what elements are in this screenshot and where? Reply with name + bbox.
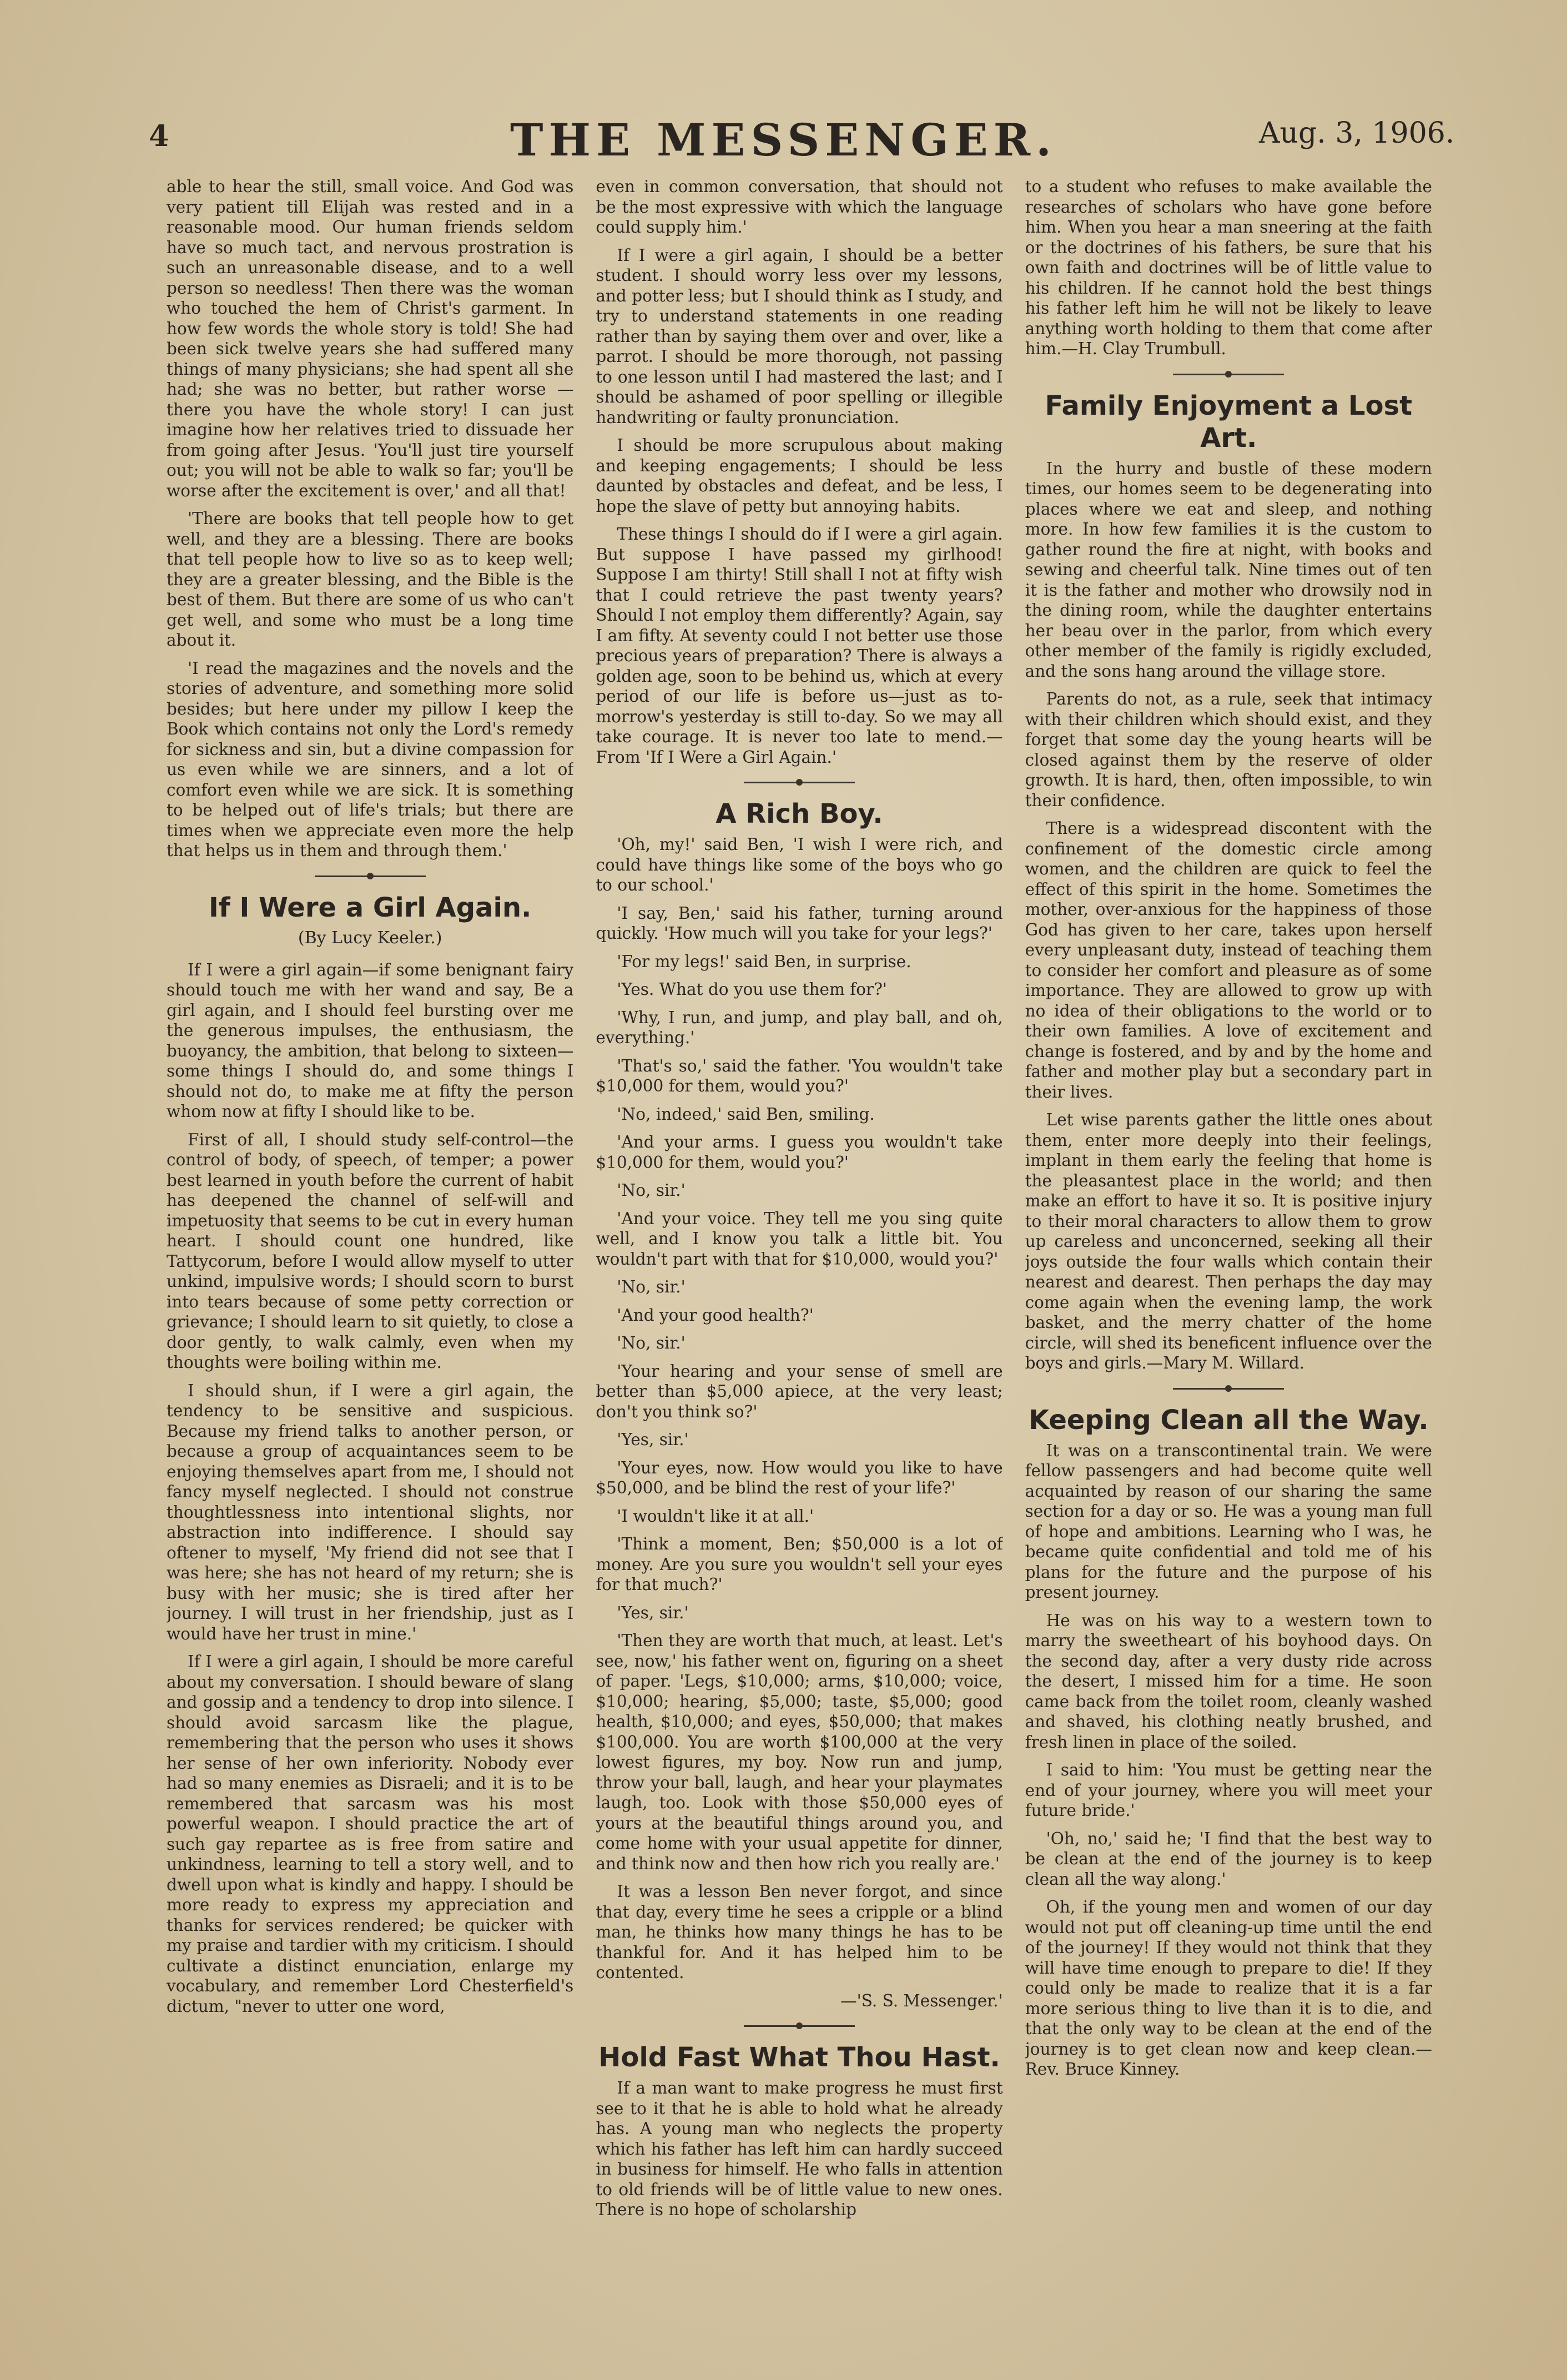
paragraph: Parents do not, as a rule, seek that intimacy with their children which should exist, and they forget that some day the young hearts will be closed against them by the reserve of older growth. It is hard, then, often impossible, to win their confidence. — [1025, 690, 1432, 810]
section-divider — [1173, 1388, 1284, 1390]
paragraph: able to hear the still, small voice. And God was very patient till Elijah was rested and in a reasonable mood. Our human friends seldom have so much tact, and nervous prostration is such an unreasonable disease, and to a well person so needless! Then there was the woman who touched the hem of Christ's garment. In how few words the whole story is told! She had been sick twelve years she had suffered many things of many physicians; she had spent all she had; she was no better, but rather worse — there you have the whole story! I can just imagine how her relatives tried to dissuade her from going after Jesus. 'You'll just tire yourself out; you will not be able to walk so far; you'll be worse after the excitement is over,' and all that! — [167, 177, 574, 500]
paragraph: 'Yes. What do you use them for?' — [617, 980, 888, 999]
paragraph: I said to him: 'You must be getting near the end of your journey, where you will meet your future bride.' — [1025, 1760, 1432, 1820]
paragraph: 'For my legs!' said Ben, in surprise. — [617, 952, 911, 971]
paragraph: 'And your arms. I guess you wouldn't take $10,000 for them, would you?' — [596, 1133, 1003, 1172]
page-number: 4 — [149, 119, 169, 153]
paragraph: He was on his way to a western town to marry the sweetheart of his boyhood days. On the second day, after a very dusty ride across the desert, I missed him for a time. He soon came back from the toilet room, cleanly washed and shaved, his clothing neatly brushed, and fresh linen in place of the soiled. — [1025, 1611, 1432, 1752]
article-source: —'S. S. Messenger.' — [840, 1991, 1003, 2010]
paragraph: 'And your voice. They tell me you sing quite well, and I know you talk a little bit. You wouldn't part with that for $10,000, would you?' — [596, 1209, 1003, 1269]
masthead-title: THE MESSENGER. — [510, 114, 1057, 166]
paragraph: 'No, sir.' — [617, 1181, 686, 1200]
issue-date: Aug. 3, 1906. — [1259, 117, 1455, 150]
paragraph: 'There are books that tell people how to get well, and they are a blessing. There are books that tell people how to live so as to keep well; they are a greater blessing, and the Bible is the best of them. But there are some of us who can't get well, and some who must be a long time about it. — [167, 509, 574, 650]
paragraph: even in common conversation, that should not be the most expressive with which the language could supply him.' — [596, 177, 1003, 237]
section-divider — [744, 2025, 855, 2027]
article-title: If I Were a Girl Again. — [209, 892, 532, 923]
paragraph: 'Oh, no,' said he; 'I find that the best way to be clean at the end of the journey is to keep clean all the way along.' — [1025, 1829, 1432, 1889]
paragraph: I should be more scrupulous about making and keeping engagements; I should be less daunted by obstacles and defeat, and be less, I hope the slave of petty but annoying habits. — [596, 436, 1003, 516]
paragraph: There is a widespread discontent with the confinement of the domestic circle among women, and the children are quick to feel the effect of this spirit in the home. Sometimes the mother, over-anxious for the happiness of those God has given to her care, takes upon herself every unpleasant duty, instead of teaching them to consider her comfort and pleasure as of some importance. They are allowed to grow up with no idea of their obligations to the world or to their own families. A love of excitement and change is fostered, and by and by the home and father and mother play but a secondary part in their lives. — [1025, 819, 1432, 1101]
paragraph: 'Yes, sir.' — [617, 1430, 689, 1449]
paragraph: If I were a girl again, I should be more careful about my conversation. I should beware of slang and gossip and a tendency to drop into silence. I should avoid sarcasm like the plague, remembering that the person who uses it shows her sense of her own inferiority. Nobody ever had so many enemies as Disraeli; and it is to be remembered that sarcasm was his most powerful weapon. I should practice the art of such gay repartee as is free from satire and unkindness, learning to tell a story well, and to dwell upon what is kindly and happy. I should be more ready to express my appreciation and thanks for services rendered; be quicker with my praise and tardier with my criticism. I should cultivate a distinct enunciation, enlarge my vocabulary, and remember Lord Chesterfield's dictum, "never to utter one word, — [167, 1652, 574, 2016]
paragraph: 'No, sir.' — [617, 1277, 686, 1296]
paragraph: These things I should do if I were a girl again. But suppose I have passed my girlhood! Suppose I am thirty! Still shall I not at fifty wish that I could retrieve the past twenty years? Should I not employ them differently? Again, say I am fifty. At seventy could I not better use those precious years of preparation? There is always a golden age, soon to be behind us, which at every period of our life is before us—just as to-morrow's yesterday is still to-day. So we may all take courage. It is never too late to mend.—From 'If I Were a Girl Again.' — [596, 525, 1003, 767]
paragraph: to a student who refuses to make available the researches of scholars who have gone before him. When you hear a man sneering at the faith or the doctrines of his fathers, be sure that his own faith and doctrines will be of little value to his children. If he cannot hold the best things his father left him he will not be likely to leave anything worth holding to them that come after him.—H. Clay Trumbull. — [1025, 177, 1432, 358]
column-3 — [1025, 177, 1432, 2286]
paragraph: 'No, sir.' — [617, 1334, 686, 1352]
paragraph: 'And your good health?' — [617, 1305, 814, 1325]
paragraph: If I were a girl again, I should be a better student. I should worry less over my lessons, and potter less; but I should think as I study, and try to understand statements in one reading rather than by saying them over and over, like a parrot. I should be more thorough, not passing to one lesson until I had mastered the last; and I should be ashamed of poor spelling or illegible handwriting or faulty pronunciation. — [596, 245, 1003, 427]
paragraph: It was on a transcontinental train. We were fellow passengers and had become quite well acquainted by reason of our sharing the same section for a day or so. He was a young man full of hope and ambitions. Learning who I was, he became quite confidential and told me of his plans for the future and the purpose of his present journey. — [1025, 1441, 1432, 1602]
paragraph: Let wise parents gather the little ones about them, enter more deeply into their feelings, implant in them early the feeling that home is the pleasantest place in the world; and then make an effort to have it so. It is positive injury to their moral characters to allow them to grow up careless and unconcerned, seeking all their joys outside the four walls which contain their nearest and dearest. Then perhaps the day may come again when the evening lamp, the work basket, and the merry chatter of the home circle, will shed its beneficent influence over the boys and girls.—Mary M. Willard. — [1025, 1110, 1432, 1372]
section-divider — [744, 782, 855, 783]
paragraph: 'No, indeed,' said Ben, smiling. — [617, 1104, 875, 1124]
paragraph: 'Think a moment, Ben; $50,000 is a lot of money. Are you sure you wouldn't sell your eyes for that much?' — [596, 1534, 1003, 1594]
paragraph: In the hurry and bustle of these modern times, our homes seem to be degenerating into places where we eat and sleep, and nothing more. In how few families it is the custom to gather round the fire at night, with books and sewing and cheerful talk. Nine times out of ten it is the father and mother who drowsily nod in the dining room, while the daughter entertains her beau over in the parlor, from which every other member of the family is rigidly excluded, and the sons hang around the village store. — [1025, 459, 1432, 681]
column-2 — [596, 177, 1002, 2286]
article-columns — [167, 177, 1432, 2286]
paragraph: Oh, if the young men and women of our day would not put off cleaning-up time until the end of the journey! If they would not think that they will have time enough to prepare to die! If they could only be made to realize that it is a far more serious thing to live than it is to die, and that the only way to be clean at the end of the journey is to get clean now and keep clean.—Rev. Bruce Kinney. — [1025, 1898, 1432, 2079]
paragraph: 'That's so,' said the father. 'You wouldn't take $10,000 for them, would you?' — [596, 1056, 1003, 1095]
paragraph: If I were a girl again—if some benignant fairy should touch me with her wand and say, Be a girl again, and I should feel bursting over me the generous impulses, the enthusiasm, the buoyancy, the ambition, that belong to sixteen—some things I should do, and some things I should not do, to make me at fifty the person whom now at fifty I should like to be. — [167, 960, 574, 1121]
column-1 — [167, 177, 573, 2286]
article-title: A Rich Boy. — [716, 798, 883, 829]
section-divider — [1173, 374, 1284, 375]
paragraph: If a man want to make progress he must first see to it that he is able to hold what he already has. A young man who neglects the property which his father has left him can hardly succeed in business for himself. He who falls in attention to old friends will be of little value to new ones. There is no hope of scholarship — [596, 2079, 1003, 2219]
section-divider — [315, 875, 426, 877]
paragraph: 'Your hearing and your sense of smell are better than $5,000 apiece, at the very least; don't you think so?' — [596, 1361, 1003, 1421]
paragraph: 'Your eyes, now. How would you like to have $50,000, and be blind the rest of your life?' — [596, 1458, 1003, 1497]
paragraph: 'I read the magazines and the novels and the stories of adventure, and something more solid besides; but here under my pillow I keep the Book which contains not only the Lord's remedy for sickness and sin, but a divine compassion for us even while we are sinners, and a lot of comfort even while we are sick. It is something to be helped out of life's trials; but there are times when we appreciate even more the help that helps us in them and through them.' — [167, 658, 574, 860]
paragraph: 'Why, I run, and jump, and play ball, and oh, everything.' — [596, 1008, 1003, 1047]
paragraph: 'Oh, my!' said Ben, 'I wish I were rich, and could have things like some of the boys who go to our school.' — [596, 835, 1003, 894]
article-title: Family Enjoyment a Lost Art. — [1045, 390, 1413, 454]
article-byline: (By Lucy Keeler.) — [298, 928, 442, 948]
paragraph: 'Yes, sir.' — [617, 1603, 689, 1622]
paragraph: I should shun, if I were a girl again, the tendency to be sensitive and suspicious. Because my friend talks to another person, or because a group of acquaintances seem to be enjoying themselves apart from me, I should not fancy myself neglected. I should not construe thoughtlessness into intentional slights, nor abstraction into indifference. I should say oftener to myself, 'My friend did not see that I was here; she has not heard of my return; she is busy with her music; she is tired after her journey. I will trust in her friendship, just as I would have her trust in mine.' — [167, 1381, 574, 1643]
article-title: Hold Fast What Thou Hast. — [598, 2042, 1000, 2073]
paragraph: It was a lesson Ben never forgot, and since that day, every time he sees a cripple or a blind man, he thinks how many things he has to be thankful for. And it has helped him to be contented. — [596, 1882, 1003, 1982]
paragraph: 'Then they are worth that much, at least. Let's see, now,' his father went on, figuring on a sheet of paper. 'Legs, $10,000; arms, $10,000; voice, $10,000; hearing, $5,000; taste, $5,000; good health, $10,000; and eyes, $50,000; that makes $100,000. You are worth $100,000 at the very lowest figures, my boy. Now run and jump, throw your ball, laugh, and hear your playmates laugh, too. Look with those $50,000 eyes of yours at the beautiful things around you, and come home with your usual appetite for dinner, and think now and then how rich you really are.' — [596, 1631, 1003, 1873]
paragraph: First of all, I should study self-control—the control of body, of speech, of temper; a power best learned in youth before the current of habit has deepened the channel of self-will and impetuosity that seems to be cut in every human heart. I should count one hundred, like Tattycorum, before I would allow myself to utter unkind, impulsive words; I should scorn to burst into tears because of some petty correction or grievance; I should learn to sit quietly, to close a door gently, to walk calmly, even when my thoughts were boiling within me. — [167, 1130, 574, 1372]
paragraph: 'I say, Ben,' said his father, turning around quickly. 'How much will you take for your legs?' — [596, 903, 1003, 943]
article-title: Keeping Clean all the Way. — [1028, 1404, 1429, 1436]
paragraph: 'I wouldn't like it at all.' — [617, 1506, 814, 1526]
